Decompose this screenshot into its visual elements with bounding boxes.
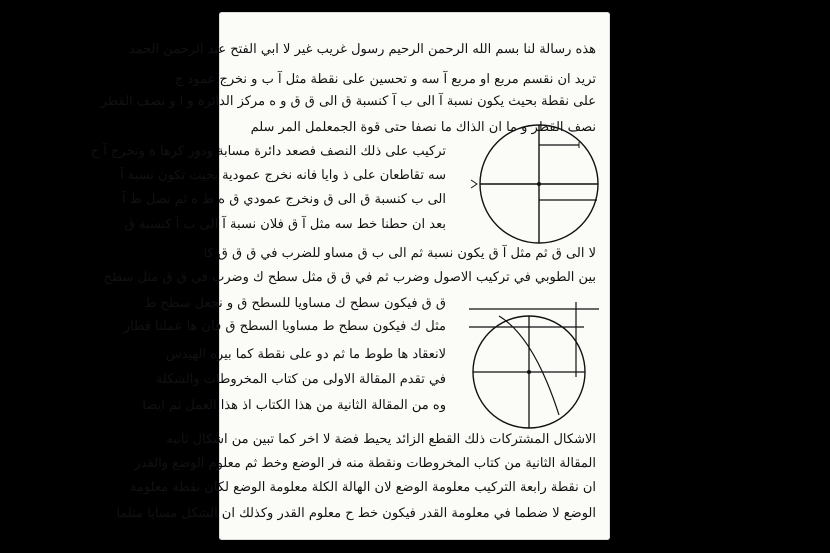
manuscript-line: تريد ان نقسم مربع او مربع آ سه و تحسين على نقطة مثل آ ب و نخرج عمود ج [175, 72, 596, 87]
manuscript-line: بين الطوبي في تركيب الاصول وضرب ثم في ق ق مثل سطح ك وضرب في ق ق مثل سطح [103, 270, 596, 285]
manuscript-line: مثل ك فيكون سطح ط مساويا السطح ق فان ها عملنا قطار [123, 319, 446, 334]
manuscript-line: سه تقاطعان على ذ وايا فانه نخرج عمودية بحيث تكون نسبة آ [120, 168, 446, 183]
manuscript-line: ق ق فيكون سطح ك مساويا للسطح ق و نجعل سطح ط [144, 296, 446, 311]
circle-diagram-lower [464, 297, 610, 437]
manuscript-line: الى ب كنسبة ق الى ق ونخرج عمودي ق ه ط ه ثم نصل ط آ [122, 192, 446, 207]
manuscript-line: على نقطة بحيث يكون نسبة آ الى ب آ كنسبة ق الى ق ق و ه مركز الدائرة و ا و نصف القطر [100, 94, 596, 109]
circle-diagram-upper [469, 112, 614, 252]
manuscript-line: لانعقاد ها طوط ما ثم دو على نقطة كما بيره الهيدس [165, 347, 446, 362]
manuscript-line: بعد ان حطنا خط سه مثل آ ق فلان نسبة آ الى ب آ كنسبة ق [124, 217, 446, 232]
manuscript-line: نصف القطر و ما ان الذاك ما نصفا حتى قوة الجمعلمل المر سلم [250, 120, 596, 135]
manuscript-line: الوضع لا ضطما في معلومة القدر فيكون خط ح معلوم القدر وكذلك ان الشكل مسايا مثلما [116, 506, 596, 521]
manuscript-line: هذه رسالة لنا بسم الله الرحمن الرحيم رسول غريب غير لا ابي الفتح عبد الرحمن الحمد [128, 42, 596, 57]
manuscript-line: تركيب على ذلك النصف فصعد دائرة مسابة ودور كرها ة ونخرج آ ح [90, 144, 446, 159]
manuscript-line: وه من المقالة الثانية من هذا الكتاب اذ هذا العمل ثم ايضا [142, 398, 446, 413]
manuscript-line: لا الى ق ثم مثل آ ق يكون نسبة ثم الى ب ق مساو للضرب في ق ق ق كا [203, 246, 596, 261]
manuscript-line: المقالة الثانية من كتاب المخروطات ونقطة منه فر الوضع وخط ثم معلوم الوضع والقدر [134, 456, 596, 471]
manuscript-page [90, 12, 610, 540]
manuscript-line: ان نقطة رابعة التركيب معلومة الوضع لان الهالة الكلة معلومة الوضع لكان نقطة معلومة [130, 480, 596, 495]
manuscript-line: الاشكال المشتركات ذلك القطع الزائد يحيط فضة لا اخر كما تبين من اشكال ثانيه [166, 432, 596, 447]
manuscript-line: في تقدم المقالة الاولى من كتاب المخروطات والشكلة [155, 372, 446, 387]
